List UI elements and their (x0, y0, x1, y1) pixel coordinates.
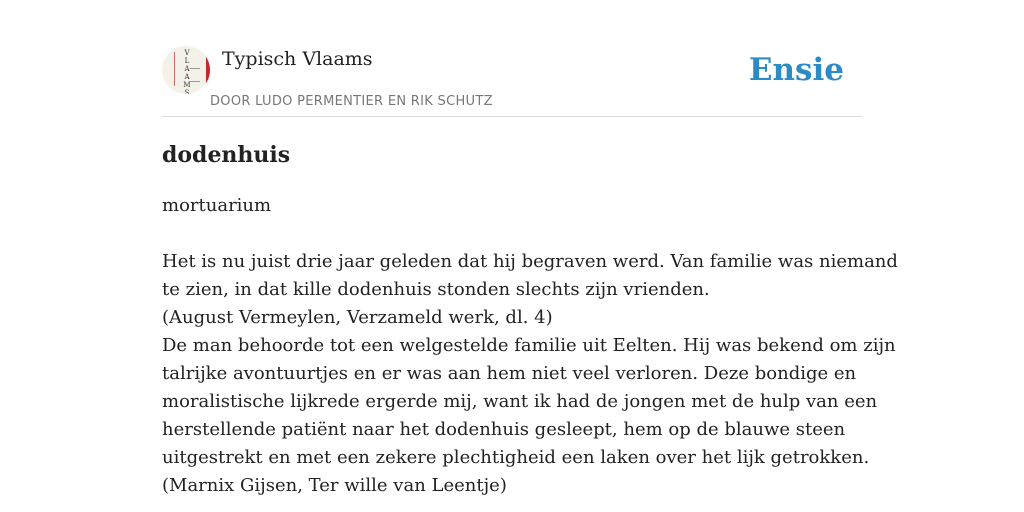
quote-line: De man behoorde tot een welgestelde familie uit Eelten. Hij was bekend om zijn (162, 335, 896, 356)
logo-letter: A (184, 73, 190, 81)
book-title-link[interactable]: Typisch Vlaams (222, 48, 373, 70)
logo-letter: S (184, 89, 190, 94)
quote-line: moralistische lijkrede ergerde mij, want ik had de jongen met de hulp van een (162, 391, 878, 412)
logo-letter: M (183, 81, 191, 89)
ensie-brand-logo[interactable]: Ensie (748, 52, 844, 88)
book-cover-logo[interactable] (162, 46, 210, 94)
quote-source: (August Vermeylen, Verzameld werk, dl. 4) (162, 307, 553, 328)
entry-term: dodenhuis (162, 142, 291, 168)
entry-definition: mortuarium (162, 195, 272, 216)
logo-text-block (190, 68, 200, 82)
quote-line: uitgestrekt en met een zekere plechtigheid een laken over het lijk getrokken. (162, 447, 870, 468)
book-authors: DOOR LUDO PERMENTIER EN RIK SCHUTZ (210, 94, 493, 109)
logo-letter: A (184, 65, 190, 73)
logo-red-line (174, 52, 175, 86)
entry-quotes (162, 248, 898, 500)
dictionary-entry (162, 140, 898, 500)
quote-line: te zien, in dat kille dodenhuis stonden slechts zijn vrienden. (162, 279, 710, 300)
logo-letter: V (184, 49, 190, 57)
quote-source: (Marnix Gijsen, Ter wille van Leentje) (162, 475, 507, 496)
quote-line: talrijke avontuurtjes en er was aan hem niet veel verloren. Deze bondige en (162, 363, 857, 384)
quote-line: Het is nu juist drie jaar geleden dat hij begraven werd. Van familie was niemand (162, 251, 898, 272)
logo-letter: L (184, 57, 190, 65)
page-header (162, 44, 862, 117)
quote-line: herstellende patiënt naar het dodenhuis gesleept, hem op de blauwe steen (162, 419, 846, 440)
logo-red-bar (206, 54, 210, 86)
